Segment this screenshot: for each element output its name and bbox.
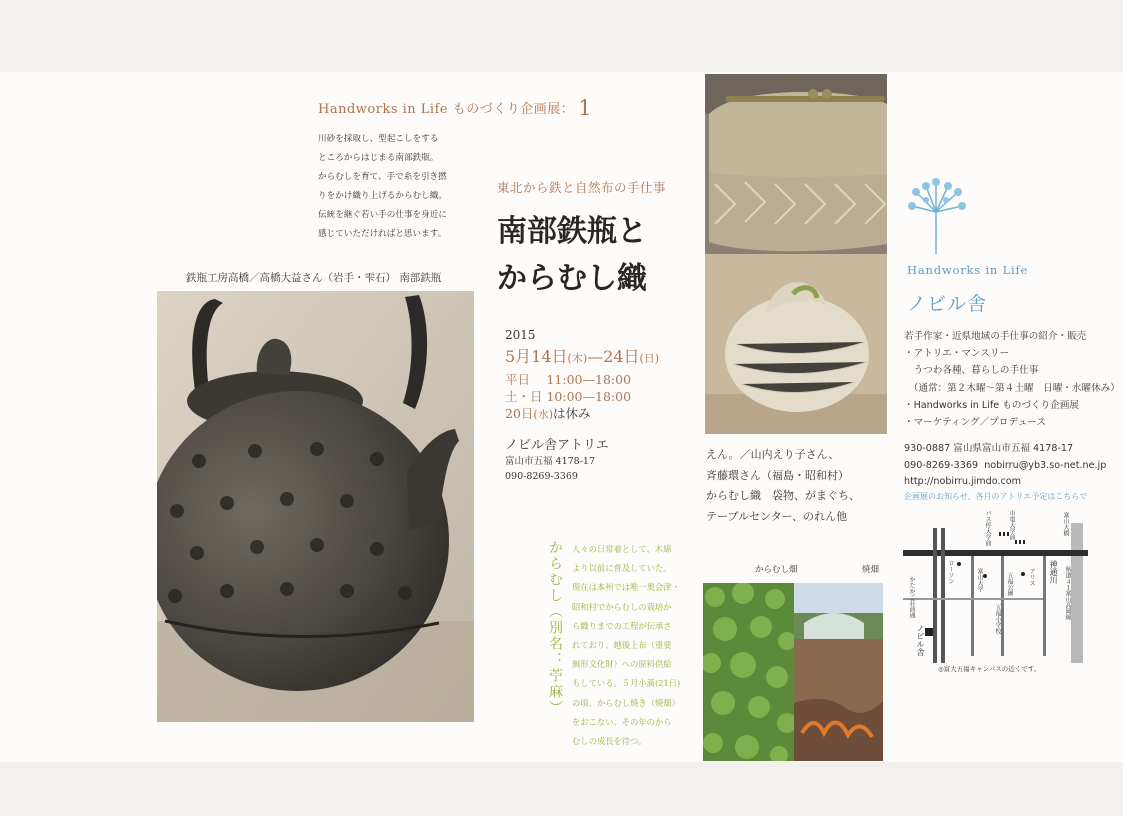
date-start-day: (木) <box>567 352 588 365</box>
service-item: ・Handworks in Life ものづくり企画展 <box>904 399 1080 411</box>
products-line: えん。／山内えり子さん、 <box>706 448 840 461</box>
intro-line: からむしを育て、手で糸を引き撚 <box>318 172 447 182</box>
wrapped-cloth-photo <box>705 254 887 434</box>
kettle-photo <box>157 291 474 722</box>
venue-address-line: 富山市五福 4178-17 <box>505 456 595 467</box>
karamushi-line: もしている。５月小満(21日) <box>572 678 681 689</box>
event-year: 2015 <box>505 328 536 342</box>
map-label-river: 神通川 <box>1049 560 1058 584</box>
intro-text <box>318 130 498 244</box>
access-map <box>903 508 1088 663</box>
karamushi-line: 昭和村でからむしの栽培か <box>572 601 672 612</box>
series-number: 1 <box>578 96 593 120</box>
karamushi-vertical-title: からむし（別名：苧麻） <box>547 540 563 716</box>
contact-phone-email <box>904 458 1106 475</box>
event-title <box>497 208 647 302</box>
intro-line: りをかけ織り上げるからむし織。 <box>318 191 447 201</box>
date-start: 5月14日 <box>505 347 568 366</box>
contact-address: 930-0887 富山県富山市五福 4178-17 <box>904 443 1074 454</box>
products-line: 斉藤環さん（福島・昭和村） <box>706 468 849 482</box>
closed-text: は休み <box>553 406 591 421</box>
map-label-kadokawa: かたかご荘前通 <box>908 576 915 618</box>
event-dates <box>505 344 659 367</box>
brand-name-jp: ノビル舎 <box>907 293 988 315</box>
field-caption-left: からむし畑 <box>755 565 798 575</box>
contact-block <box>904 441 1106 491</box>
map-label-alice: アリス <box>1028 568 1035 586</box>
karamushi-text <box>572 540 697 751</box>
venue-phone: 090-8269-3369 <box>505 471 578 482</box>
event-hours <box>505 371 631 423</box>
products-line: からむし織 袋物、がまぐち、 <box>706 489 860 502</box>
intro-line: 感じていただければと思います。 <box>318 229 447 239</box>
map-label-nobiru: ノビル舎 <box>916 624 925 656</box>
map-label-gofuku-school: 五福小学校 <box>994 604 1001 634</box>
service-item: ・アトリエ・マンスリー <box>904 348 1010 360</box>
service-item: ・マーケティング／プロデュース <box>904 417 1046 429</box>
date-separator: — <box>587 347 604 366</box>
kettle-caption: 鉄瓶工房高橋／高橋大益さん（岩手・雫石） 南部鉄瓶 <box>186 272 442 284</box>
service-item: 若手作家・近県地域の手仕事の紹介・販売 <box>904 331 1087 342</box>
hours-weekday: 平日 11:00—18:00 <box>505 372 632 387</box>
products-line: テーブルセンター、のれん他 <box>706 509 848 523</box>
brand-name-en: Handworks in Life <box>907 263 1029 277</box>
contact-phone: 090-8269-3369 <box>904 459 979 471</box>
slash-burn-field-photo <box>794 583 883 761</box>
karamushi-line: れており、越後上布（重要 <box>572 640 672 651</box>
contact-notice: 企画展のお知らせ、各月のアトリエ予定はこちらで <box>904 492 1088 501</box>
service-item: うつわ各種、暮らしの手仕事 <box>904 365 1039 377</box>
brand-flower-logo <box>904 178 968 256</box>
map-label-gofuku-park: 五福公園 <box>1006 572 1013 596</box>
karamushi-line: ら織りまでの工程が伝承さ <box>572 620 672 631</box>
intro-line: 伝統を継ぐ若い手の仕事を身近に <box>318 210 447 220</box>
title-line-2: からむし織 <box>497 261 647 296</box>
service-item: （通常：第２木曜〜第４土曜 日曜・水曜休み） <box>904 382 1120 394</box>
map-note: ◎富大五福キャンパスの近くです。 <box>938 665 1041 673</box>
map-label-lawson: ローソン <box>947 560 954 584</box>
karamushi-line: の頃、からむし焼き（焼畑） <box>572 697 680 708</box>
title-line-1: 南部鉄瓶と <box>497 214 647 249</box>
closed-date: 20日 <box>505 406 534 421</box>
venue-address <box>505 454 595 484</box>
date-end: 24日 <box>603 347 640 366</box>
map-label-toyama-univ: 富山大学 <box>976 568 983 592</box>
intro-line: 川砂を採取し、型起こしをする <box>318 134 439 144</box>
closed-day <box>505 405 631 423</box>
event-subtitle: 東北から鉄と自然布の手仕事 <box>497 180 667 195</box>
contact-email[interactable]: nobirru@yb3.so-net.ne.jp <box>984 459 1107 471</box>
karamushi-field-photo <box>703 583 794 761</box>
intro-line: ところからはじまる南部鉄瓶。 <box>318 153 439 163</box>
karamushi-line: むしの成長を待つ。 <box>572 736 647 747</box>
series-label <box>318 96 592 120</box>
karamushi-line: 人々の日常着として、木綿 <box>572 544 672 554</box>
karamushi-line: をおこない、その年のから <box>572 716 672 727</box>
karamushi-line: より以前に普及していた。 <box>572 563 672 574</box>
karamushi-line: 無形文化財）への原料供給 <box>572 659 672 670</box>
date-end-day: (日) <box>639 352 660 365</box>
contact-url[interactable]: http://nobirru.jimdo.com <box>904 476 1021 487</box>
hours-weekend: 土・日 10:00—18:00 <box>505 389 632 404</box>
purse-photo <box>705 74 887 254</box>
field-caption-right: 焼畑 <box>862 565 880 575</box>
products-text <box>706 445 860 527</box>
karamushi-line: 現在は本州では唯一奥会津・ <box>572 582 680 593</box>
services-list <box>904 328 1120 431</box>
series-label-text: Handworks in Life ものづくり企画展： <box>318 102 575 117</box>
map-label-route-41: 県道４１富山高岡線 <box>1064 566 1071 620</box>
map-label-bus-stop: バス停大学前 <box>984 510 991 546</box>
closed-weekday: (水) <box>533 408 553 421</box>
map-label-toyama-bridge: 富山大橋 <box>1062 512 1069 536</box>
map-label-tram-stop: 市電大学前 <box>1008 510 1015 540</box>
venue-name: ノビル舎アトリエ <box>505 438 609 453</box>
